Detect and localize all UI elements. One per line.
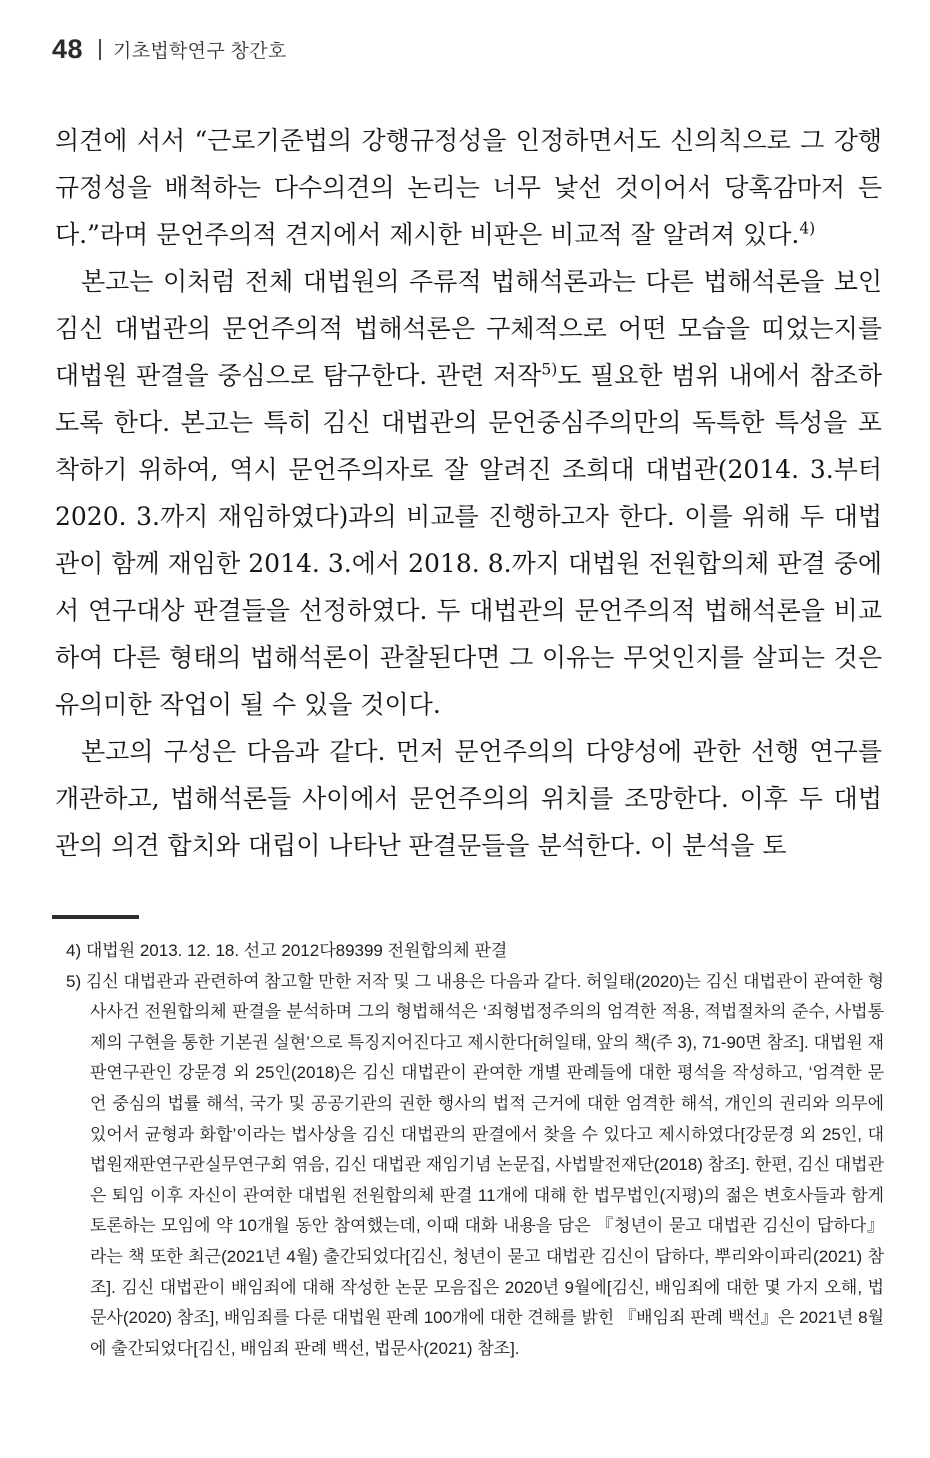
footnote-marker: 5) [66, 971, 86, 991]
paragraph [55, 117, 882, 258]
footnote-reference: 4) [799, 219, 816, 238]
footnote-separator-rule [52, 915, 139, 919]
paragraph-text: 도 필요한 범위 내에서 참조하도록 한다. 본고는 특히 김신 대법관의 문언중심주의만의 독특한 특성을 포착하기 위하여, 역시 문언주의자로 잘 알려진 조희대 대법관(2014. 3.부터 2020. 3.까지 재임하였다)과의 비교를 진행하고자 한다. 이를 위해 두 대법관이 함께 재임한 2014. 3.에서 2018. 8.까지 대법원 전원합의체 판결 중에서 연구대상 판결들을 선정하였다. 두 대법관의 문언주의적 법해석론을 비교하여 다른 형태의 법해석론이 관찰된다면 그 이유는 무엇인지를 살피는 것은 유의미한 작업이 될 수 있을 것이다. [55, 361, 882, 719]
paragraph [55, 728, 882, 869]
footnotes [66, 936, 884, 1364]
footnote-item [66, 967, 884, 1365]
paragraph [55, 258, 882, 728]
footnote-reference: 5) [541, 360, 558, 379]
paragraph-text: 본고의 구성은 다음과 같다. 먼저 문언주의의 다양성에 관한 선행 연구를 개관하고, 법해석론들 사이에서 문언주의의 위치를 조망한다. 이후 두 대법관의 의견 합치와 대립이 나타난 판결문들을 분석한다. 이 분석을 토 [55, 737, 882, 860]
header-divider [99, 39, 101, 60]
paragraph-text: 본고는 이처럼 전체 대법원의 주류적 법해석론과는 다른 법해석론을 보인 김신 대법관의 문언주의적 법해석론은 구체적으로 어떤 모습을 띠었는지를 대법원 판결을 중심으로 탐구한다. 관련 저작 [55, 267, 882, 390]
footnote-text: 김신 대법관과 관련하여 참고할 만한 저작 및 그 내용은 다음과 같다. 허일태(2020)는 김신 대법관이 관여한 형사사건 전원합의체 판결을 분석하며 그의 형법해석은 ‘죄형법정주의의 엄격한 적용, 적법절차의 준수, 사법통제의 구현을 통한 기본권 실현’으로 특징지어진다고 제시한다[허일태, 앞의 책(주 3), 71-90면 참조]. 대법원 재판연구관인 강문경 외 25인(2018)은 김신 대법관이 관여한 개별 판례들에 대한 평석을 작성하고, ‘엄격한 문언 중심의 법률 해석, 국가 및 공공기관의 권한 행사의 법적 근거에 대한 엄격한 해석, 개인의 권리와 의무에 있어서 균형과 화합’이라는 법사상을 김신 대법관의 판결에서 찾을 수 있다고 제시하였다[강문경 외 25인, 대법원재판연구관실무연구회 엮음, 김신 대법관 재임기념 논문집, 사법발전재단(2018) 참조]. 한편, 김신 대법관은 퇴임 이후 자신이 관여한 대법원 전원합의체 판결 11개에 대해 한 법무법인(지평)의 젊은 변호사들과 함게 토론하는 모임에 약 10개월 동안 참여했는데, 이때 대화 내용을 담은 『청년이 묻고 대법관 김신이 답하다』라는 책 또한 최근(2021년 4월) 출간되었다[김신, 청년이 묻고 대법관 김신이 답하다, 뿌리와이파리(2021) 참조]. 김신 대법관이 배임죄에 대해 작성한 논문 모음집은 2020년 9월에[김신, 배임죄에 대한 몇 가지 오해, 법문사(2020) 참조], 배임죄를 다룬 대법원 판례 100개에 대한 견해를 밝힌 『배임죄 판례 백선』은 2021년 8월에 출간되었다[김신, 배임죄 판례 백선, 법문사(2021) 참조]. [85, 971, 885, 1358]
footnote-text: 대법원 2013. 12. 18. 선고 2012다89399 전원합의체 판결 [85, 941, 508, 960]
footnote-marker: 4) [66, 941, 86, 960]
body-text [55, 117, 882, 869]
footnote-item [66, 936, 884, 967]
paragraph-text: 의견에 서서 “근로기준법의 강행규정성을 인정하면서도 신의칙으로 그 강행규정성을 배척하는 다수의견의 논리는 너무 낯선 것이어서 당혹감마저 든다.”라며 문언주의적 견지에서 제시한 비판은 비교적 잘 알려져 있다. [55, 126, 882, 249]
journal-title: 기초법학연구 창간호 [113, 41, 287, 62]
page-number: 48 [52, 34, 84, 64]
running-head [52, 34, 287, 65]
